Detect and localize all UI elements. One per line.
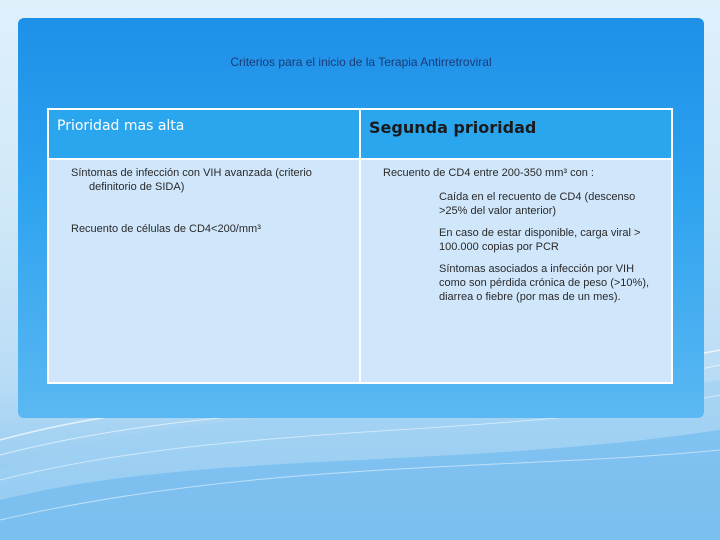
slide-title: Criterios para el inicio de la Terapia Antirretroviral <box>230 55 492 69</box>
criteria-table <box>47 108 673 384</box>
sub-list-item: Caída en el recuento de CD4 (descenso >25% del valor anterior) <box>439 191 636 217</box>
list-item: Síntomas de infección con VIH avanzada (criterio definitorio de SIDA) <box>71 167 312 193</box>
sub-list-item: En caso de estar disponible, carga viral > 100.000 copias por PCR <box>439 227 641 253</box>
highest-priority-cell <box>48 159 360 383</box>
table-header-row <box>48 109 672 159</box>
list-item: Recuento de células de CD4<200/mm³ <box>71 223 261 235</box>
table-body-row <box>48 159 672 383</box>
second-priority-cell <box>360 159 672 383</box>
header-highest-priority: Prioridad mas alta <box>48 109 360 159</box>
second-priority-intro: Recuento de CD4 entre 200-350 mm³ con : <box>383 167 594 179</box>
sub-list-item: Síntomas asociados a infección por VIH como son pérdida crónica de peso (>10%), diarrea o fiebre (por mas de un mes). <box>439 263 650 303</box>
header-second-priority: Segunda prioridad <box>360 109 672 159</box>
